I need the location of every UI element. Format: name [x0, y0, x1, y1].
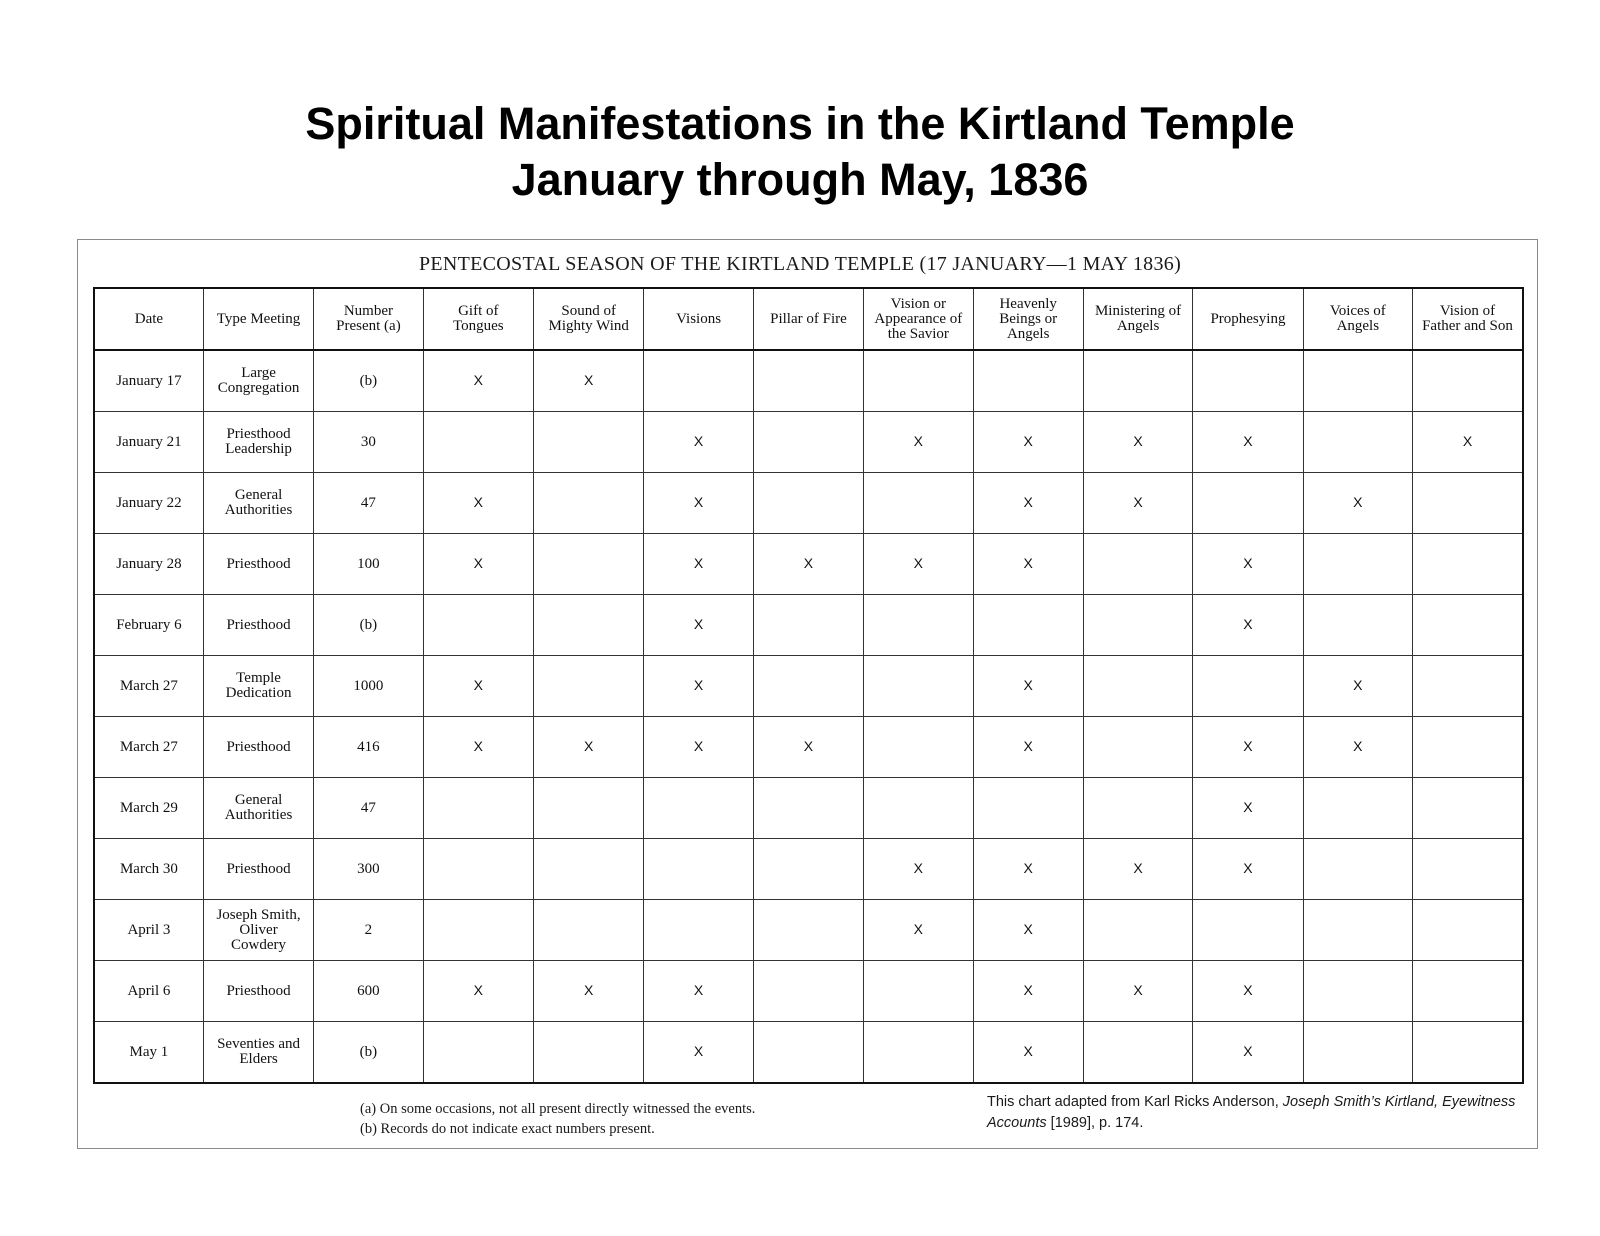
meeting-type-cell: General Authorities [203, 473, 313, 534]
column-header: Ministering of Angels [1083, 288, 1192, 350]
x-mark: X [913, 921, 923, 937]
empty-cell [1413, 1022, 1524, 1084]
empty-cell [644, 839, 753, 900]
manifestations-table [93, 287, 1524, 1084]
date-cell: May 1 [94, 1022, 203, 1084]
empty-cell [973, 778, 1083, 839]
header-row [94, 288, 1523, 350]
empty-cell [534, 656, 644, 717]
empty-cell [753, 656, 863, 717]
manifestation-mark [973, 839, 1083, 900]
meeting-type-cell: Priesthood [203, 534, 313, 595]
table-row [94, 656, 1523, 717]
source-citation [987, 1092, 1517, 1134]
manifestation-mark [864, 534, 973, 595]
number-present-cell: 47 [314, 473, 423, 534]
manifestation-mark [1083, 961, 1192, 1022]
column-header: Number Present (a) [314, 288, 423, 350]
date-cell: January 22 [94, 473, 203, 534]
empty-cell [534, 778, 644, 839]
x-mark: X [1353, 738, 1363, 754]
meeting-type-cell: Temple Dedication [203, 656, 313, 717]
x-mark: X [1023, 555, 1033, 571]
empty-cell [1083, 717, 1192, 778]
manifestation-mark [973, 534, 1083, 595]
x-mark: X [1243, 555, 1253, 571]
meeting-type-cell: Priesthood [203, 595, 313, 656]
x-mark: X [1023, 738, 1033, 754]
empty-cell [534, 534, 644, 595]
x-mark: X [584, 372, 594, 388]
x-mark: X [803, 555, 814, 571]
manifestation-mark [423, 717, 533, 778]
empty-cell [753, 473, 863, 534]
manifestation-mark [1193, 534, 1303, 595]
manifestation-mark [1193, 778, 1303, 839]
empty-cell [1413, 717, 1524, 778]
x-mark: X [1023, 433, 1033, 449]
table-row [94, 1022, 1523, 1084]
x-mark: X [473, 372, 483, 388]
title-line-2: January through May, 1836 [511, 154, 1089, 205]
x-mark: X [1023, 982, 1033, 998]
x-mark: X [693, 1043, 704, 1059]
manifestation-mark [1193, 717, 1303, 778]
manifestation-mark [534, 350, 644, 412]
table-row [94, 778, 1523, 839]
manifestation-mark [1303, 473, 1412, 534]
x-mark: X [473, 982, 483, 998]
empty-cell [423, 595, 533, 656]
empty-cell [644, 778, 753, 839]
number-present-cell: 300 [314, 839, 423, 900]
date-cell: March 27 [94, 717, 203, 778]
x-mark: X [1023, 677, 1033, 693]
empty-cell [864, 473, 973, 534]
column-header: Type Meeting [203, 288, 313, 350]
empty-cell [1083, 1022, 1192, 1084]
column-header: Voices of Angels [1303, 288, 1412, 350]
manifestation-mark [973, 900, 1083, 961]
empty-cell [1303, 778, 1412, 839]
empty-cell [753, 778, 863, 839]
empty-cell [1193, 473, 1303, 534]
manifestation-mark [973, 717, 1083, 778]
x-mark: X [1023, 494, 1033, 510]
table-row [94, 961, 1523, 1022]
x-mark: X [1243, 1043, 1253, 1059]
empty-cell [1083, 900, 1192, 961]
empty-cell [864, 350, 973, 412]
meeting-type-cell: Joseph Smith, Oliver Cowdery [203, 900, 313, 961]
column-header: Heavenly Beings or Angels [973, 288, 1083, 350]
manifestation-mark [644, 717, 753, 778]
empty-cell [1413, 534, 1524, 595]
x-mark: X [1243, 799, 1253, 815]
x-mark: X [693, 433, 704, 449]
number-present-cell: 30 [314, 412, 423, 473]
source-book-title: Joseph Smith’s Kirtland, Eyewitness Accounts [987, 1094, 1516, 1131]
table-heading: PENTECOSTAL SEASON OF THE KIRTLAND TEMPLE (17 JANUARY—1 MAY 1836) [418, 253, 1182, 275]
empty-cell [864, 778, 973, 839]
date-cell: January 17 [94, 350, 203, 412]
source-suffix: [1989], p. 174. [1046, 1115, 1144, 1131]
column-header: Sound of Mighty Wind [534, 288, 644, 350]
x-mark: X [1133, 860, 1143, 876]
date-cell: February 6 [94, 595, 203, 656]
empty-cell [423, 900, 533, 961]
empty-cell [1193, 350, 1303, 412]
manifestation-mark [423, 350, 533, 412]
empty-cell [1193, 656, 1303, 717]
x-mark: X [584, 982, 594, 998]
empty-cell [534, 473, 644, 534]
empty-cell [534, 412, 644, 473]
empty-cell [1083, 534, 1192, 595]
empty-cell [1303, 534, 1412, 595]
table-row [94, 412, 1523, 473]
x-mark: X [1023, 921, 1033, 937]
manifestation-mark [423, 656, 533, 717]
x-mark: X [693, 555, 704, 571]
x-mark: X [1243, 982, 1253, 998]
manifestation-mark [644, 412, 753, 473]
table-body [94, 350, 1523, 1083]
column-header: Gift of Tongues [423, 288, 533, 350]
x-mark: X [473, 738, 483, 754]
x-mark: X [473, 677, 483, 693]
empty-cell [1303, 412, 1412, 473]
column-header: Prophesying [1193, 288, 1303, 350]
date-cell: January 28 [94, 534, 203, 595]
manifestation-mark [973, 412, 1083, 473]
column-header: Date [94, 288, 203, 350]
title-line-1: Spiritual Manifestations in the Kirtland Temple [305, 98, 1295, 149]
column-header: Vision or Appearance of the Savior [864, 288, 973, 350]
manifestation-mark [973, 961, 1083, 1022]
x-mark: X [913, 555, 923, 571]
x-mark: X [693, 738, 704, 754]
manifestation-mark [1193, 961, 1303, 1022]
x-mark: X [1243, 433, 1253, 449]
empty-cell [864, 656, 973, 717]
manifestation-mark [1083, 839, 1192, 900]
x-mark: X [1133, 982, 1143, 998]
x-mark: X [913, 860, 923, 876]
number-present-cell: 2 [314, 900, 423, 961]
empty-cell [1413, 656, 1524, 717]
meeting-type-cell: Priesthood [203, 717, 313, 778]
footnote-b: (b) Records do not indicate exact numbers present. [360, 1121, 655, 1137]
table-row [94, 839, 1523, 900]
empty-cell [753, 595, 863, 656]
empty-cell [973, 350, 1083, 412]
table-row [94, 717, 1523, 778]
x-mark: X [1133, 433, 1143, 449]
manifestation-mark [534, 717, 644, 778]
empty-cell [644, 900, 753, 961]
manifestation-mark [423, 961, 533, 1022]
column-header: Visions [644, 288, 753, 350]
footnotes [360, 1099, 755, 1139]
table-row [94, 900, 1523, 961]
empty-cell [1413, 350, 1524, 412]
source-prefix: This chart adapted from Karl Ricks Anderson, [987, 1094, 1283, 1110]
date-cell: April 3 [94, 900, 203, 961]
empty-cell [1303, 350, 1412, 412]
empty-cell [864, 1022, 973, 1084]
table-row [94, 473, 1523, 534]
empty-cell [1193, 900, 1303, 961]
meeting-type-cell: Priesthood [203, 961, 313, 1022]
empty-cell [1083, 778, 1192, 839]
empty-cell [1083, 350, 1192, 412]
footnote-a: (a) On some occasions, not all present directly witnessed the events. [360, 1101, 756, 1117]
empty-cell [423, 778, 533, 839]
number-present-cell: 416 [314, 717, 423, 778]
empty-cell [753, 961, 863, 1022]
empty-cell [1413, 595, 1524, 656]
manifestation-mark [1083, 473, 1192, 534]
manifestation-mark [864, 900, 973, 961]
empty-cell [1413, 961, 1524, 1022]
manifestation-mark [644, 595, 753, 656]
empty-cell [753, 412, 863, 473]
date-cell: March 30 [94, 839, 203, 900]
empty-cell [973, 595, 1083, 656]
date-cell: April 6 [94, 961, 203, 1022]
manifestation-mark [973, 656, 1083, 717]
meeting-type-cell: Priesthood [203, 839, 313, 900]
page-title [0, 96, 1600, 208]
empty-cell [423, 1022, 533, 1084]
date-cell: March 27 [94, 656, 203, 717]
manifestation-mark [644, 473, 753, 534]
x-mark: X [913, 433, 923, 449]
empty-cell [753, 839, 863, 900]
manifestation-mark [644, 1022, 753, 1084]
x-mark: X [693, 616, 704, 632]
empty-cell [753, 1022, 863, 1084]
manifestation-mark [1193, 412, 1303, 473]
empty-cell [864, 595, 973, 656]
number-present-cell: 47 [314, 778, 423, 839]
empty-cell [534, 839, 644, 900]
empty-cell [1303, 839, 1412, 900]
manifestation-mark [423, 473, 533, 534]
empty-cell [1413, 473, 1524, 534]
manifestation-mark [1193, 839, 1303, 900]
x-mark: X [1353, 494, 1363, 510]
table-row [94, 350, 1523, 412]
manifestation-mark [1083, 412, 1192, 473]
meeting-type-cell: Priesthood Leadership [203, 412, 313, 473]
manifestation-mark [644, 961, 753, 1022]
manifestation-mark [973, 473, 1083, 534]
number-present-cell: (b) [314, 350, 423, 412]
number-present-cell: 1000 [314, 656, 423, 717]
manifestation-mark [1303, 717, 1412, 778]
manifestation-mark [1413, 412, 1524, 473]
number-present-cell: 600 [314, 961, 423, 1022]
x-mark: X [1243, 860, 1253, 876]
x-mark: X [1023, 1043, 1033, 1059]
manifestation-mark [753, 717, 863, 778]
manifestation-mark [1193, 595, 1303, 656]
empty-cell [1083, 656, 1192, 717]
meeting-type-cell: Seventies and Elders [203, 1022, 313, 1084]
x-mark: X [1243, 738, 1253, 754]
number-present-cell: (b) [314, 1022, 423, 1084]
empty-cell [1083, 595, 1192, 656]
empty-cell [534, 1022, 644, 1084]
x-mark: X [473, 494, 483, 510]
empty-cell [1413, 900, 1524, 961]
meeting-type-cell: Large Congregation [203, 350, 313, 412]
column-header: Pillar of Fire [753, 288, 863, 350]
date-cell: January 21 [94, 412, 203, 473]
table-row [94, 595, 1523, 656]
manifestation-mark [644, 534, 753, 595]
empty-cell [864, 717, 973, 778]
x-mark: X [1023, 860, 1033, 876]
manifestation-mark [1303, 656, 1412, 717]
x-mark: X [1133, 494, 1143, 510]
manifestation-mark [423, 534, 533, 595]
manifestation-mark [864, 839, 973, 900]
empty-cell [1413, 778, 1524, 839]
x-mark: X [693, 677, 704, 693]
x-mark: X [693, 494, 704, 510]
x-mark: X [1462, 433, 1473, 449]
manifestation-mark [534, 961, 644, 1022]
number-present-cell: (b) [314, 595, 423, 656]
empty-cell [423, 839, 533, 900]
empty-cell [753, 900, 863, 961]
x-mark: X [693, 982, 704, 998]
manifestation-mark [1193, 1022, 1303, 1084]
x-mark: X [803, 738, 814, 754]
date-cell: March 29 [94, 778, 203, 839]
empty-cell [1303, 961, 1412, 1022]
number-present-cell: 100 [314, 534, 423, 595]
empty-cell [753, 350, 863, 412]
x-mark: X [473, 555, 483, 571]
empty-cell [534, 595, 644, 656]
x-mark: X [584, 738, 594, 754]
x-mark: X [1353, 677, 1363, 693]
table-row [94, 534, 1523, 595]
column-header: Vision of Father and Son [1413, 288, 1524, 350]
manifestation-mark [864, 412, 973, 473]
empty-cell [423, 412, 533, 473]
empty-cell [644, 350, 753, 412]
x-mark: X [1243, 616, 1253, 632]
manifestation-mark [644, 656, 753, 717]
empty-cell [1303, 595, 1412, 656]
meeting-type-cell: General Authorities [203, 778, 313, 839]
empty-cell [1303, 1022, 1412, 1084]
empty-cell [1413, 839, 1524, 900]
empty-cell [864, 961, 973, 1022]
manifestation-mark [973, 1022, 1083, 1084]
empty-cell [1303, 900, 1412, 961]
empty-cell [534, 900, 644, 961]
manifestation-mark [753, 534, 863, 595]
